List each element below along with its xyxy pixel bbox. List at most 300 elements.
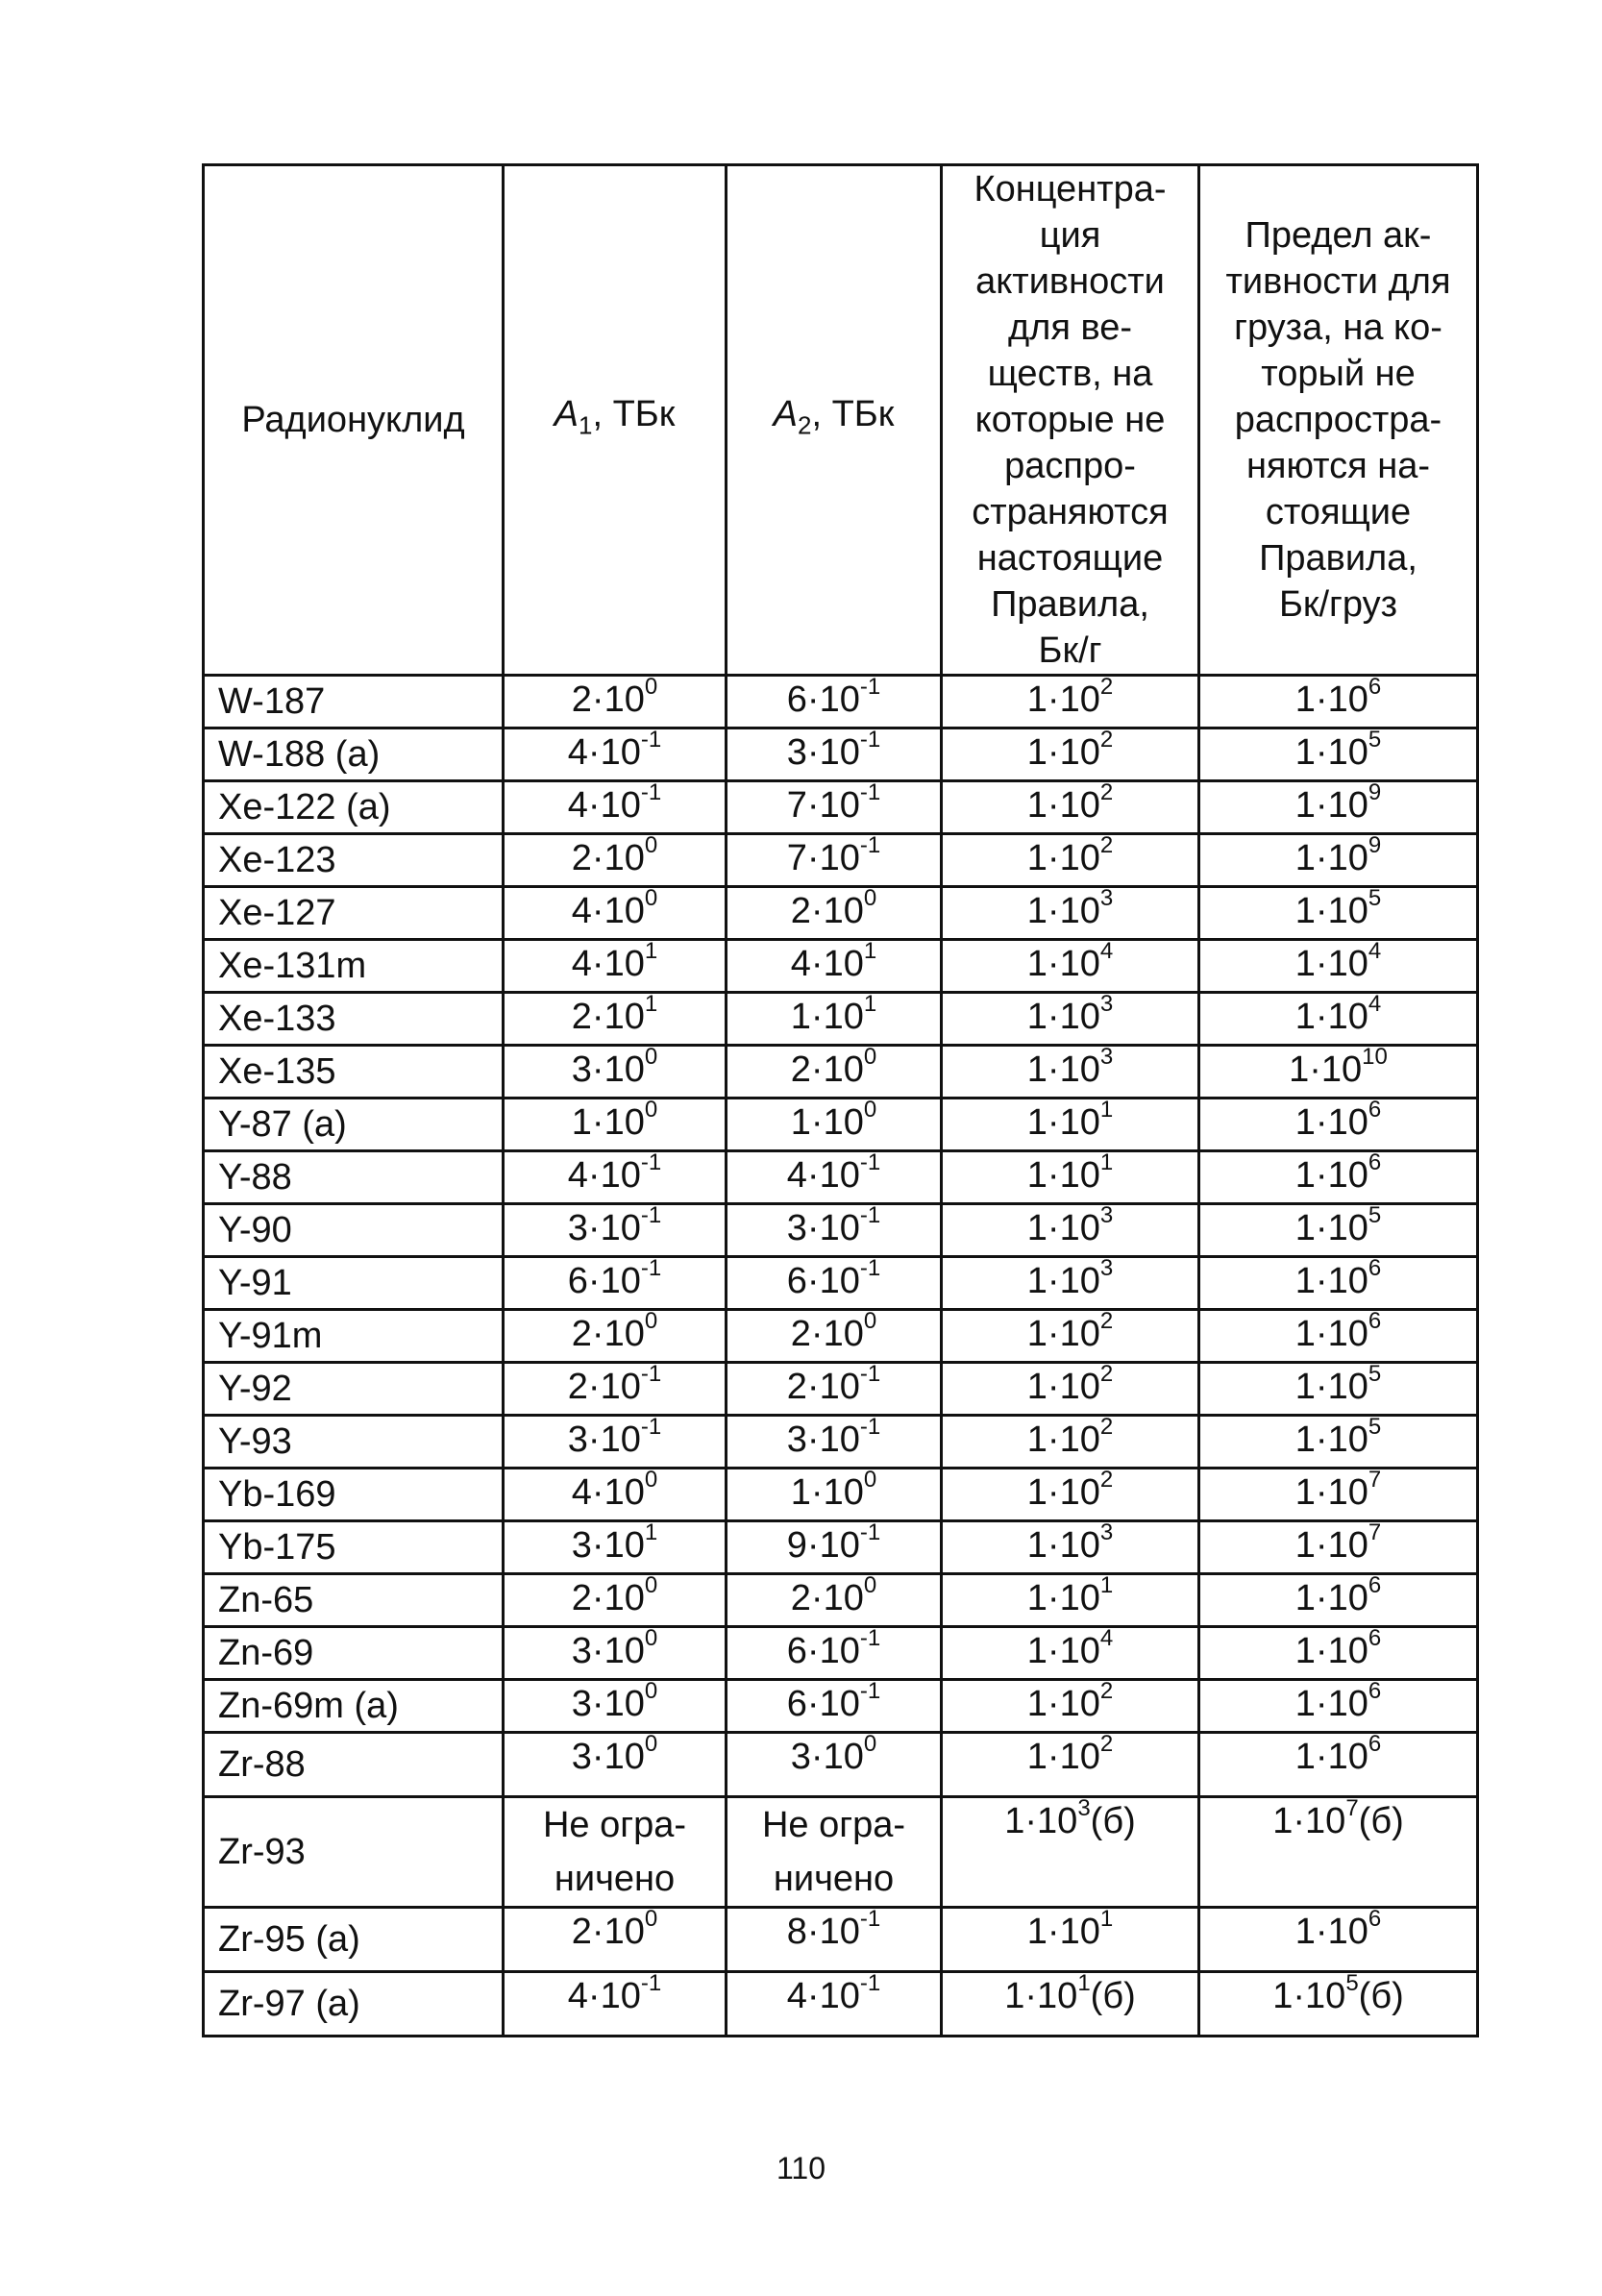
value-base: 1·10 (1294, 1631, 1368, 1671)
value-exponent: 0 (644, 832, 658, 859)
value-exponent: 0 (644, 674, 658, 701)
cell-a1 (504, 728, 727, 781)
cell-nuclide: Xe-122 (а) (204, 781, 504, 834)
value-exponent: 0 (644, 1097, 658, 1123)
value-exponent: -1 (640, 1202, 662, 1229)
value-exponent: 1 (1077, 1970, 1091, 1997)
value-base: 4·10 (567, 1155, 641, 1196)
value-exponent: 6 (1368, 1731, 1382, 1758)
cell-a1 (504, 887, 727, 940)
cell-concentration (942, 1151, 1199, 1204)
cell-limit (1199, 887, 1478, 940)
cell-limit (1199, 1151, 1478, 1204)
value-base: 1·10 (1026, 1049, 1100, 1090)
value-base: 4·10 (786, 1155, 860, 1196)
cell-concentration (942, 1046, 1199, 1099)
value-exponent: -1 (859, 1414, 881, 1441)
value-exponent: 9 (1368, 779, 1382, 806)
value-base: 1·10 (1294, 838, 1368, 878)
cell-nuclide: Zr-97 (а) (204, 1972, 504, 2037)
cell-a1 (504, 1680, 727, 1733)
value-base: 1·10 (1026, 997, 1100, 1037)
cell-concentration (942, 1469, 1199, 1521)
value-exponent: 6 (1368, 1097, 1382, 1123)
value-base: 1·10 (571, 1102, 645, 1143)
value-exponent: 1 (863, 991, 877, 1018)
value-exponent: 2 (1099, 727, 1114, 753)
value-base: 1·10 (1294, 1367, 1368, 1407)
cell-nuclide: Y-90 (204, 1204, 504, 1257)
cell-a2 (727, 1521, 942, 1574)
value-base: 1·10 (1294, 1737, 1368, 1777)
a2-symbol: $A_2$ (773, 394, 812, 440)
cell-a2 (727, 887, 942, 940)
cell-a2 (727, 1680, 942, 1733)
value-exponent: -1 (859, 1361, 881, 1388)
cell-nuclide: Yb-175 (204, 1521, 504, 1574)
value-exponent: 2 (1099, 674, 1114, 701)
value-exponent: -1 (640, 779, 662, 806)
cell-nuclide: Xe-135 (204, 1046, 504, 1099)
cell-a1 (504, 940, 727, 993)
value-exponent: 0 (644, 1731, 658, 1758)
value-exponent: 5 (1368, 1202, 1382, 1229)
value-base: 1·10 (1026, 891, 1100, 931)
cell-concentration (942, 1416, 1199, 1469)
cell-a2 (727, 1151, 942, 1204)
value-base: 1·10 (1026, 1684, 1100, 1724)
value-base: 2·10 (786, 1367, 860, 1407)
table-row (204, 676, 1478, 728)
table-row (204, 728, 1478, 781)
cell-concentration (942, 1521, 1199, 1574)
cell-a2 (727, 676, 942, 728)
cell-a1 (504, 993, 727, 1046)
value-exponent: -1 (859, 1970, 881, 1997)
cell-limit (1199, 1416, 1478, 1469)
value-exponent: -1 (859, 1255, 881, 1282)
cell-a2 (727, 1469, 942, 1521)
cell-a1 (504, 1046, 727, 1099)
value-base: 3·10 (786, 1208, 860, 1248)
table-row (204, 887, 1478, 940)
value-base: 1·10 (1294, 1525, 1368, 1566)
value-exponent: 2 (1099, 832, 1114, 859)
value-exponent: 6 (1368, 1906, 1382, 1933)
value-base: 6·10 (786, 1261, 860, 1301)
value-exponent: -1 (859, 727, 881, 753)
header-concentration: Концентра- ция активности для ве- ществ, на которые не распро- страняются настоящие Правила, Бк/г (942, 165, 1199, 676)
value-base: 6·10 (786, 1684, 860, 1724)
value-exponent: -1 (859, 1149, 881, 1176)
table-row (204, 1972, 1478, 2037)
value-base: 7·10 (786, 785, 860, 826)
value-base: 1·10 (1026, 1737, 1100, 1777)
cell-nuclide: Zn-69 (204, 1627, 504, 1680)
value-exponent: -1 (640, 1255, 662, 1282)
cell-a1 (504, 781, 727, 834)
cell-limit (1199, 1627, 1478, 1680)
cell-a2 (727, 1099, 942, 1151)
cell-limit (1199, 1733, 1478, 1797)
value-exponent: 7 (1368, 1467, 1382, 1494)
cell-concentration (942, 1680, 1199, 1733)
cell-nuclide: Zn-69m (а) (204, 1680, 504, 1733)
cell-nuclide: Y-87 (а) (204, 1099, 504, 1151)
value-base: 1·10 (1294, 1155, 1368, 1196)
cell-limit (1199, 1257, 1478, 1310)
cell-limit (1199, 834, 1478, 887)
value-exponent: 5 (1368, 885, 1382, 912)
value-base: 1·10 (1026, 679, 1100, 720)
value-exponent: -1 (859, 1678, 881, 1705)
value-exponent: 0 (863, 1467, 877, 1494)
cell-a2 (727, 1204, 942, 1257)
cell-a1 (504, 1469, 727, 1521)
value-exponent: 4 (1368, 991, 1382, 1018)
value-base: 1·10 (1294, 1102, 1368, 1143)
cell-nuclide: Y-91m (204, 1310, 504, 1363)
value-exponent: 5 (1368, 727, 1382, 753)
cell-a1 (504, 1627, 727, 1680)
header-nuclide: Радионуклид (204, 165, 504, 676)
value-exponent: -1 (859, 1625, 881, 1652)
cell-concentration (942, 940, 1199, 993)
cell-concentration (942, 1363, 1199, 1416)
value-exponent: 3 (1099, 1044, 1114, 1071)
cell-a2 (727, 1046, 942, 1099)
value-base: 1·10 (1026, 785, 1100, 826)
cell-nuclide: Y-88 (204, 1151, 504, 1204)
value-exponent: 0 (644, 1308, 658, 1335)
value-base: 4·10 (571, 944, 645, 984)
value-base: 2·10 (571, 1578, 645, 1618)
value-base: 1·10 (1294, 1314, 1368, 1354)
value-base: 1·10 (1294, 679, 1368, 720)
cell-a2 (727, 1363, 942, 1416)
value-exponent: 5 (1368, 1361, 1382, 1388)
table-row (204, 834, 1478, 887)
header-row (204, 165, 1478, 676)
table-row (204, 1797, 1478, 1908)
value-exponent: 0 (644, 1625, 658, 1652)
value-exponent: 1 (1099, 1097, 1114, 1123)
cell-nuclide: W-188 (а) (204, 728, 504, 781)
value-exponent: 0 (863, 1097, 877, 1123)
table-row (204, 1680, 1478, 1733)
cell-a2 (727, 993, 942, 1046)
value-exponent: 0 (644, 1467, 658, 1494)
cell-a2 (727, 940, 942, 993)
value-exponent: 3 (1099, 885, 1114, 912)
table-row (204, 1469, 1478, 1521)
cell-a2 (727, 1733, 942, 1797)
value-base: 1·10 (1272, 1801, 1346, 1841)
value-exponent: 1 (1099, 1149, 1114, 1176)
value-exponent: -1 (859, 832, 881, 859)
cell-limit (1199, 1908, 1478, 1972)
cell-limit (1199, 1521, 1478, 1574)
table-row (204, 1151, 1478, 1204)
table-row (204, 1521, 1478, 1574)
cell-limit (1199, 1972, 1478, 2037)
value-base: 4·10 (571, 891, 645, 931)
cell-a1 (504, 1416, 727, 1469)
table-row (204, 1363, 1478, 1416)
value-base: 2·10 (790, 891, 864, 931)
cell-limit (1199, 940, 1478, 993)
value-base: 1·10 (1026, 944, 1100, 984)
value-base: 6·10 (786, 679, 860, 720)
cell-nuclide: Xe-131m (204, 940, 504, 993)
value-exponent: 5 (1345, 1970, 1359, 1997)
value-base: 1·10 (1004, 1801, 1078, 1841)
value-base: 1·10 (1026, 1912, 1100, 1952)
table-row (204, 993, 1478, 1046)
value-base: 1·10 (1026, 1314, 1100, 1354)
value-base: 1·10 (1294, 997, 1368, 1037)
value-exponent: 0 (863, 885, 877, 912)
page-number: 110 (776, 2151, 826, 2185)
value-exponent: 6 (1368, 674, 1382, 701)
cell-nuclide: Y-92 (204, 1363, 504, 1416)
cell-limit (1199, 1099, 1478, 1151)
cell-a2 (727, 781, 942, 834)
cell-concentration (942, 887, 1199, 940)
cell-a1 (504, 1151, 727, 1204)
cell-a2 (727, 834, 942, 887)
value-base: 1·10 (1026, 1631, 1100, 1671)
value-exponent: 4 (1099, 938, 1114, 965)
cell-concentration (942, 1627, 1199, 1680)
value-base: 1·10 (1294, 785, 1368, 826)
cell-concentration (942, 993, 1199, 1046)
value-base: 7·10 (786, 838, 860, 878)
value-exponent: 7 (1368, 1519, 1382, 1546)
value-exponent: 1 (644, 938, 658, 965)
cell-a1 (504, 1204, 727, 1257)
value-base: 1·10 (1004, 1976, 1078, 2016)
value-exponent: 5 (1368, 1414, 1382, 1441)
value-exponent: 10 (1362, 1044, 1388, 1071)
cell-nuclide: Xe-123 (204, 834, 504, 887)
value-base: 4·10 (786, 1976, 860, 2016)
value-base: 3·10 (567, 1208, 641, 1248)
value-base: 1·10 (1026, 1155, 1100, 1196)
value-exponent: -1 (859, 779, 881, 806)
value-exponent: 2 (1099, 1414, 1114, 1441)
cell-limit (1199, 728, 1478, 781)
value-base: 1·10 (1294, 732, 1368, 773)
cell-nuclide: Xe-127 (204, 887, 504, 940)
value-exponent: 0 (644, 885, 658, 912)
a1-symbol: $A_1$ (554, 394, 593, 440)
value-base: 1·10 (1294, 1261, 1368, 1301)
value-exponent: 0 (863, 1044, 877, 1071)
cell-concentration (942, 1574, 1199, 1627)
value-base: 1·10 (790, 997, 864, 1037)
value-note: (б) (1090, 1976, 1136, 2016)
value-exponent: 0 (644, 1572, 658, 1599)
value-base: 3·10 (790, 1737, 864, 1777)
value-exponent: 0 (644, 1678, 658, 1705)
value-exponent: 3 (1099, 991, 1114, 1018)
value-exponent: 1 (644, 1519, 658, 1546)
value-base: 1·10 (1289, 1049, 1363, 1090)
value-note: (б) (1090, 1801, 1136, 1841)
cell-a1 (504, 1574, 727, 1627)
cell-a1 (504, 1972, 727, 2037)
cell-a2 (727, 1627, 942, 1680)
cell-a2 (727, 1972, 942, 2037)
value-base: 6·10 (567, 1261, 641, 1301)
value-base: 1·10 (1026, 1367, 1100, 1407)
value-exponent: 6 (1368, 1255, 1382, 1282)
cell-a2 (727, 1310, 942, 1363)
value-base: 2·10 (571, 997, 645, 1037)
value-exponent: 1 (863, 938, 877, 965)
value-exponent: 2 (1099, 1678, 1114, 1705)
value-base: 1·10 (1294, 1208, 1368, 1248)
value-exponent: 0 (644, 1906, 658, 1933)
cell-a2 (727, 728, 942, 781)
value-exponent: 3 (1077, 1795, 1091, 1822)
value-exponent: 2 (1099, 1361, 1114, 1388)
value-exponent: 6 (1368, 1149, 1382, 1176)
header-a2: $A_2$, ТБк (727, 165, 942, 676)
value-base: 4·10 (571, 1472, 645, 1513)
value-base: 3·10 (567, 1420, 641, 1460)
cell-a2: Не огра- ничено (727, 1797, 942, 1908)
cell-nuclide: Y-91 (204, 1257, 504, 1310)
value-exponent: -1 (640, 1361, 662, 1388)
value-exponent: 2 (1099, 1731, 1114, 1758)
value-exponent: 4 (1099, 1625, 1114, 1652)
value-exponent: 6 (1368, 1572, 1382, 1599)
cell-limit (1199, 1204, 1478, 1257)
header-limit: Предел ак- тивности для груза, на ко- торый не распростра- няются на- стоящие Правила, Бк/груз (1199, 165, 1478, 676)
value-exponent: -1 (859, 1519, 881, 1546)
value-exponent: -1 (640, 1414, 662, 1441)
value-base: 2·10 (790, 1049, 864, 1090)
table-row (204, 1574, 1478, 1627)
value-base: 4·10 (790, 944, 864, 984)
cell-limit (1199, 1363, 1478, 1416)
value-exponent: 2 (1099, 779, 1114, 806)
value-exponent: 3 (1099, 1519, 1114, 1546)
value-exponent: 0 (863, 1731, 877, 1758)
value-exponent: -1 (859, 1906, 881, 1933)
value-base: 2·10 (571, 838, 645, 878)
cell-concentration (942, 728, 1199, 781)
value-base: 4·10 (567, 1976, 641, 2016)
cell-concentration (942, 1204, 1199, 1257)
cell-nuclide: Xe-133 (204, 993, 504, 1046)
value-exponent: 1 (1099, 1572, 1114, 1599)
value-exponent: 6 (1368, 1678, 1382, 1705)
value-base: 1·10 (790, 1472, 864, 1513)
cell-concentration (942, 1099, 1199, 1151)
cell-nuclide: Yb-169 (204, 1469, 504, 1521)
cell-nuclide: Y-93 (204, 1416, 504, 1469)
cell-a1: Не огра- ничено (504, 1797, 727, 1908)
value-exponent: -1 (640, 1970, 662, 1997)
value-base: 6·10 (786, 1631, 860, 1671)
cell-nuclide: W-187 (204, 676, 504, 728)
value-base: 1·10 (1026, 1420, 1100, 1460)
value-base: 2·10 (567, 1367, 641, 1407)
table-row (204, 781, 1478, 834)
cell-limit (1199, 1310, 1478, 1363)
value-base: 9·10 (786, 1525, 860, 1566)
cell-limit (1199, 993, 1478, 1046)
cell-nuclide: Zn-65 (204, 1574, 504, 1627)
value-base: 4·10 (567, 785, 641, 826)
cell-concentration (942, 676, 1199, 728)
value-exponent: 2 (1099, 1467, 1114, 1494)
table-row (204, 1416, 1478, 1469)
value-base: 1·10 (1294, 1684, 1368, 1724)
cell-a1 (504, 676, 727, 728)
table-row (204, 1310, 1478, 1363)
cell-a1 (504, 1363, 727, 1416)
cell-concentration (942, 834, 1199, 887)
value-base: 1·10 (1026, 1102, 1100, 1143)
value-base: 2·10 (571, 679, 645, 720)
value-base: 1·10 (1294, 1912, 1368, 1952)
value-base: 1·10 (1294, 944, 1368, 984)
cell-limit (1199, 781, 1478, 834)
header-a1: $A_1$, ТБк (504, 165, 727, 676)
value-base: 3·10 (571, 1684, 645, 1724)
cell-limit (1199, 1046, 1478, 1099)
value-base: 1·10 (1026, 1578, 1100, 1618)
table-row (204, 1204, 1478, 1257)
cell-concentration (942, 1908, 1199, 1972)
cell-concentration (942, 1257, 1199, 1310)
cell-limit (1199, 676, 1478, 728)
value-exponent: -1 (859, 1202, 881, 1229)
cell-a2 (727, 1257, 942, 1310)
value-base: 1·10 (1026, 1472, 1100, 1513)
cell-limit (1199, 1680, 1478, 1733)
radionuclide-table (202, 163, 1479, 2037)
cell-nuclide: Zr-93 (204, 1797, 504, 1908)
value-note: (б) (1358, 1976, 1404, 2016)
value-exponent: 9 (1368, 832, 1382, 859)
value-base: 3·10 (786, 1420, 860, 1460)
value-exponent: -1 (859, 674, 881, 701)
value-base: 2·10 (790, 1578, 864, 1618)
cell-concentration (942, 1972, 1199, 2037)
table-row (204, 1099, 1478, 1151)
value-base: 1·10 (1294, 891, 1368, 931)
value-base: 1·10 (1026, 838, 1100, 878)
table-row (204, 940, 1478, 993)
cell-concentration (942, 1733, 1199, 1797)
value-base: 1·10 (1294, 1472, 1368, 1513)
value-base: 3·10 (786, 732, 860, 773)
table-body (204, 676, 1478, 2037)
value-note: (б) (1358, 1801, 1404, 1841)
cell-a1 (504, 1310, 727, 1363)
cell-nuclide: Zr-88 (204, 1733, 504, 1797)
table-row (204, 1627, 1478, 1680)
value-base: 1·10 (1026, 1261, 1100, 1301)
value-base: 1·10 (1026, 1208, 1100, 1248)
value-base: 1·10 (790, 1102, 864, 1143)
cell-limit (1199, 1469, 1478, 1521)
